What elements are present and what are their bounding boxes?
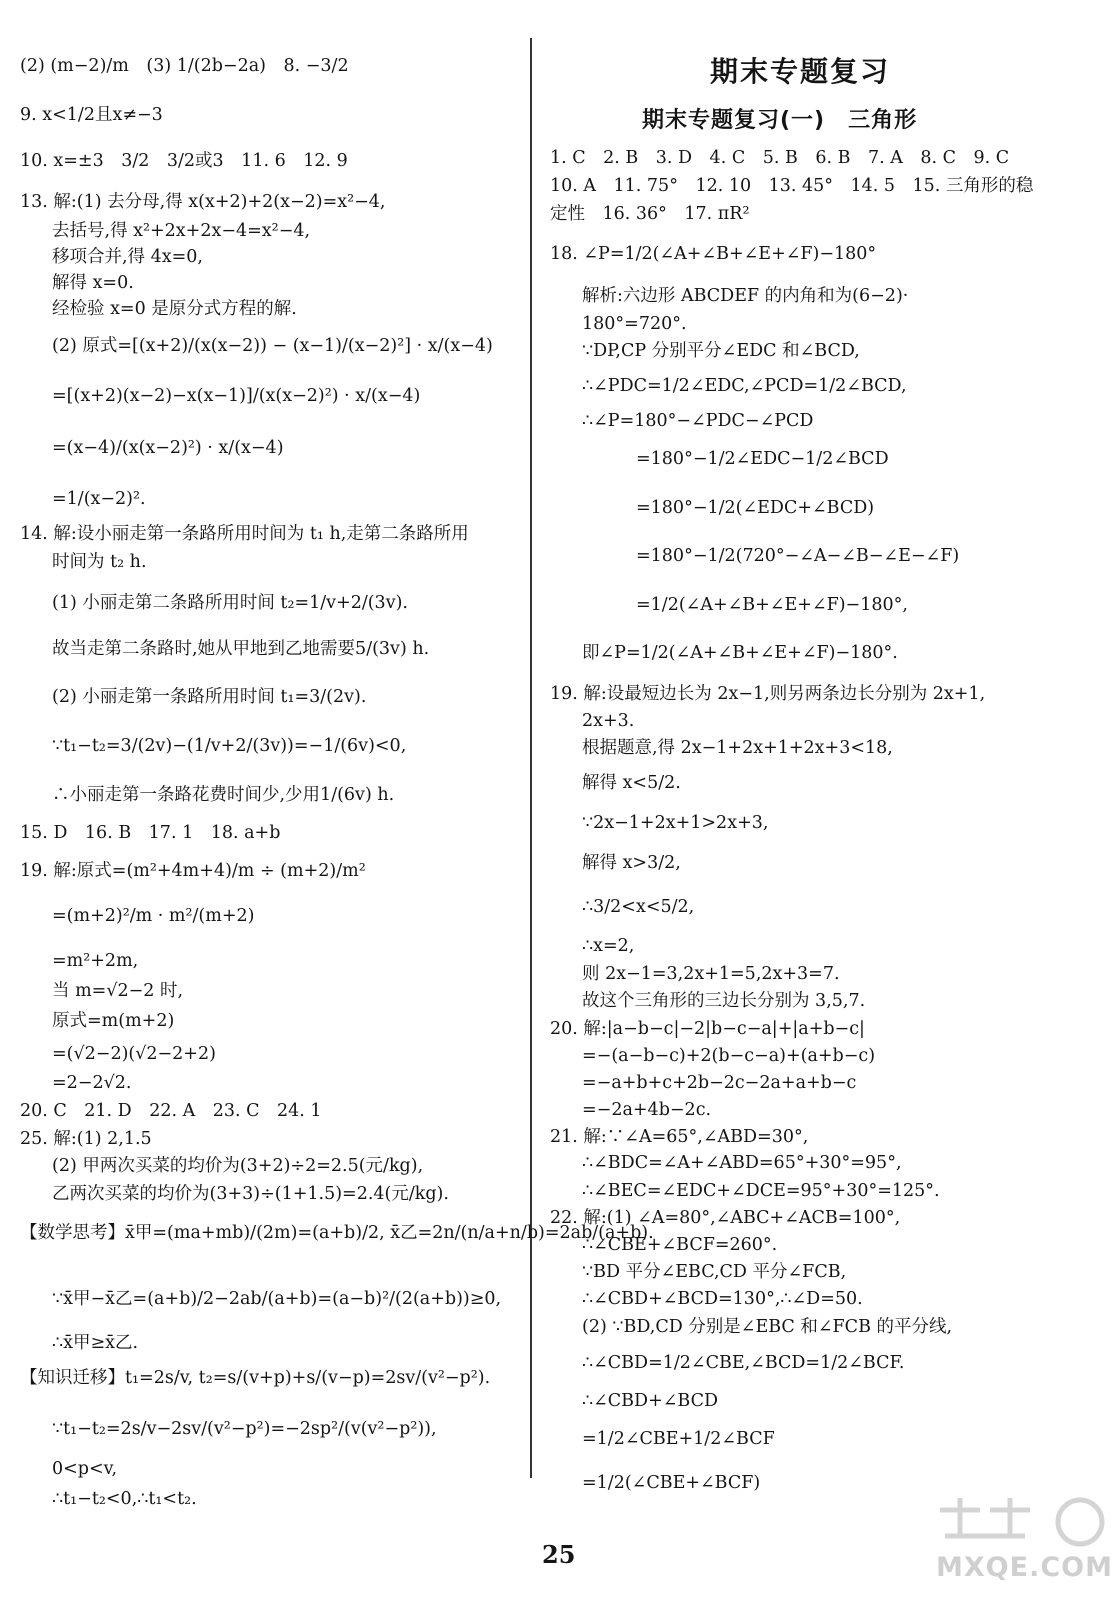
left-answer-line: 当 m=√2−2 时, [52,981,184,1001]
right-answer-line: ∵2x−1+2x+1>2x+3, [582,813,769,833]
left-answer-line: 15. D 16. B 17. 1 18. a+b [20,823,281,843]
left-answer-line: 25. 解:(1) 2,1.5 [20,1129,152,1149]
left-answer-line: 13. 解:(1) 去分母,得 x(x+2)+2(x−2)=x²−4, [20,192,386,212]
right-answer-line: 解析:六边形 ABCDEF 的内角和为(6−2)· [582,286,909,306]
right-answer-line: =180°−1/2(720°−∠A−∠B−∠E−∠F) [636,546,960,566]
left-answer-line: 移项合并,得 4x=0, [52,247,203,267]
left-answer-line: 解得 x=0. [52,273,134,293]
left-answer-line: =1/(x−2)². [52,489,146,509]
right-answer-line: 22. 解:(1) ∠A=80°,∠ABC+∠ACB=100°, [550,1208,901,1228]
page-number: 25 [542,1540,576,1569]
left-answer-line: ∵t₁−t₂=2s/v−2sv/(v²−p²)=−2sp²/(v(v²−p²)), [52,1419,437,1439]
left-answer-line: =(x−4)/(x(x−2)²) · x/(x−4) [52,438,284,458]
right-answer-line: 19. 解:设最短边长为 2x−1,则另两条边长分别为 2x+1, [550,684,986,704]
page-title: 期末专题复习 [710,55,891,88]
left-answer-line: 10. x=±3 3/2 3/2或3 11. 6 12. 9 [20,151,348,171]
right-answer-line: 定性 16. 36° 17. πR² [550,204,750,224]
right-answer-line: =1/2∠CBE+1/2∠BCF [582,1429,775,1449]
right-answer-line: =180°−1/2(∠EDC+∠BCD) [636,498,875,518]
right-answer-line: =−(a−b−c)+2(b−c−a)+(a+b−c) [582,1046,876,1066]
right-answer-line: =−a+b+c+2b−2c−2a+a+b−c [582,1073,857,1093]
right-answer-line: 根据题意,得 2x−1+2x+1+2x+3<18, [582,738,893,758]
right-answer-line: =1/2(∠A+∠B+∠E+∠F)−180°, [636,595,908,615]
left-answer-line: 故当走第二条路时,她从甲地到乙地需要5/(3v) h. [52,639,430,659]
right-answer-line: =−2a+4b−2c. [582,1100,712,1120]
left-answer-line: (2) 原式=[(x+2)/(x(x−2)) − (x−1)/(x−2)²] · x/(x−4) [52,336,493,356]
right-answer-line: 180°=720°. [582,314,687,334]
left-answer-line: (2) 小丽走第一条路所用时间 t₁=3/(2v). [52,687,367,707]
left-answer-line: 14. 解:设小丽走第一条路所用时间为 t₁ h,走第二条路所用 [20,524,469,544]
right-answer-line: 20. 解:|a−b−c|−2|b−c−a|+|a+b−c| [550,1019,865,1039]
left-answer-line: ∴小丽走第一条路花费时间少,少用1/(6v) h. [52,785,395,805]
watermark-domain: MXQE.COM [936,1552,1113,1583]
right-answer-line: 21. 解:∵∠A=65°,∠ABD=30°, [550,1127,809,1147]
left-answer-line: (2) 甲两次买菜的均价为(3+2)÷2=2.5(元/kg), [52,1156,424,1176]
right-answer-line: ∴3/2<x<5/2, [582,897,695,917]
right-answer-line: ∴∠BDC=∠A+∠ABD=65°+30°=95°, [582,1153,902,1173]
left-answer-line: ∴t₁−t₂<0,∴t₁<t₂. [52,1489,197,1509]
column-divider [530,38,532,1478]
left-answer-line: 9. x<1/2且x≠−3 [20,105,163,125]
right-answer-line: 10. A 11. 75° 12. 10 13. 45° 14. 5 15. 三角形的稳 [550,176,1034,196]
left-answer-line: 原式=m(m+2) [52,1011,175,1031]
right-answer-line: ∴∠CBE+∠BCF=260°. [582,1235,778,1255]
right-answer-line: ∴∠CBD=1/2∠CBE,∠BCD=1/2∠BCF. [582,1353,905,1373]
right-answer-line: ∴∠CBD+∠BCD [582,1391,719,1411]
left-answer-line: 19. 解:原式=(m²+4m+4)/m ÷ (m+2)/m² [20,861,366,881]
right-answer-line: 故这个三角形的三边长分别为 3,5,7. [582,991,866,1011]
right-answer-line: ∴∠P=180°−∠PDC−∠PCD [582,411,814,431]
left-answer-line: 经检验 x=0 是原分式方程的解. [52,299,297,319]
right-answer-line: =180°−1/2∠EDC−1/2∠BCD [636,449,889,469]
right-answer-line: (2) ∵BD,CD 分别是∠EBC 和∠FCB 的平分线, [582,1317,953,1337]
right-answer-line: ∵BD 平分∠EBC,CD 平分∠FCB, [582,1262,847,1282]
left-answer-line: ∴x̄甲≥x̄乙. [52,1333,139,1353]
right-answer-line: ∴∠CBD+∠BCD=130°,∴∠D=50. [582,1289,863,1309]
right-answer-line: 2x+3. [582,711,635,731]
right-answer-line: ∴∠PDC=1/2∠EDC,∠PCD=1/2∠BCD, [582,376,907,396]
right-answer-line: 18. ∠P=1/2(∠A+∠B+∠E+∠F)−180° [550,244,877,264]
left-answer-line: 20. C 21. D 22. A 23. C 24. 1 [20,1101,322,1121]
right-answer-line: 解得 x>3/2, [582,853,681,873]
left-answer-line: =(√2−2)(√2−2+2) [52,1044,216,1064]
section-title: 期末专题复习(一) 三角形 [642,108,918,133]
left-answer-line: 0<p<v, [52,1459,118,1479]
left-answer-line: =(m+2)²/m · m²/(m+2) [52,906,255,926]
left-answer-line: 去括号,得 x²+2x+2x−4=x²−4, [52,221,311,241]
left-answer-line: 乙两次买菜的均价为(3+3)÷(1+1.5)=2.4(元/kg). [52,1184,449,1204]
right-answer-line: ∵DP,CP 分别平分∠EDC 和∠BCD, [582,341,860,361]
right-answer-line: 解得 x<5/2. [582,773,681,793]
left-answer-line: =m²+2m, [52,951,139,971]
right-answer-line: 1. C 2. B 3. D 4. C 5. B 6. B 7. A 8. C 9. C [550,148,1010,168]
left-answer-line: ∵t₁−t₂=3/(2v)−(1/v+2/(3v))=−1/(6v)<0, [52,736,407,756]
right-answer-line: 则 2x−1=3,2x+1=5,2x+3=7. [582,964,840,984]
left-answer-line: 时间为 t₂ h. [52,552,147,572]
left-answer-line: 【知识迁移】t₁=2s/v, t₂=s/(v+p)+s/(v−p)=2sv/(v²−p²). [20,1368,491,1388]
right-answer-line: =1/2(∠CBE+∠BCF) [582,1473,761,1493]
left-answer-line: (1) 小丽走第二条路所用时间 t₂=1/v+2/(3v). [52,593,408,613]
right-answer-line: 即∠P=1/2(∠A+∠B+∠E+∠F)−180°. [582,643,898,663]
right-answer-line: ∴∠BEC=∠EDC+∠DCE=95°+30°=125°. [582,1181,940,1201]
left-answer-line: =2−2√2. [52,1073,132,1093]
left-answer-line: (2) (m−2)/m (3) 1/(2b−2a) 8. −3/2 [20,56,349,76]
left-answer-line: =[(x+2)(x−2)−x(x−1)]/(x(x−2)²) · x/(x−4) [52,386,421,406]
right-answer-line: ∴x=2, [582,936,635,956]
left-answer-line: ∵x̄甲−x̄乙=(a+b)/2−2ab/(a+b)=(a−b)²/(2(a+b))≥0, [52,1289,502,1309]
left-answer-line: 【数学思考】x̄甲=(ma+mb)/(2m)=(a+b)/2, x̄乙=2n/(n/a+n/b)=2ab/(a+b). [20,1223,654,1243]
